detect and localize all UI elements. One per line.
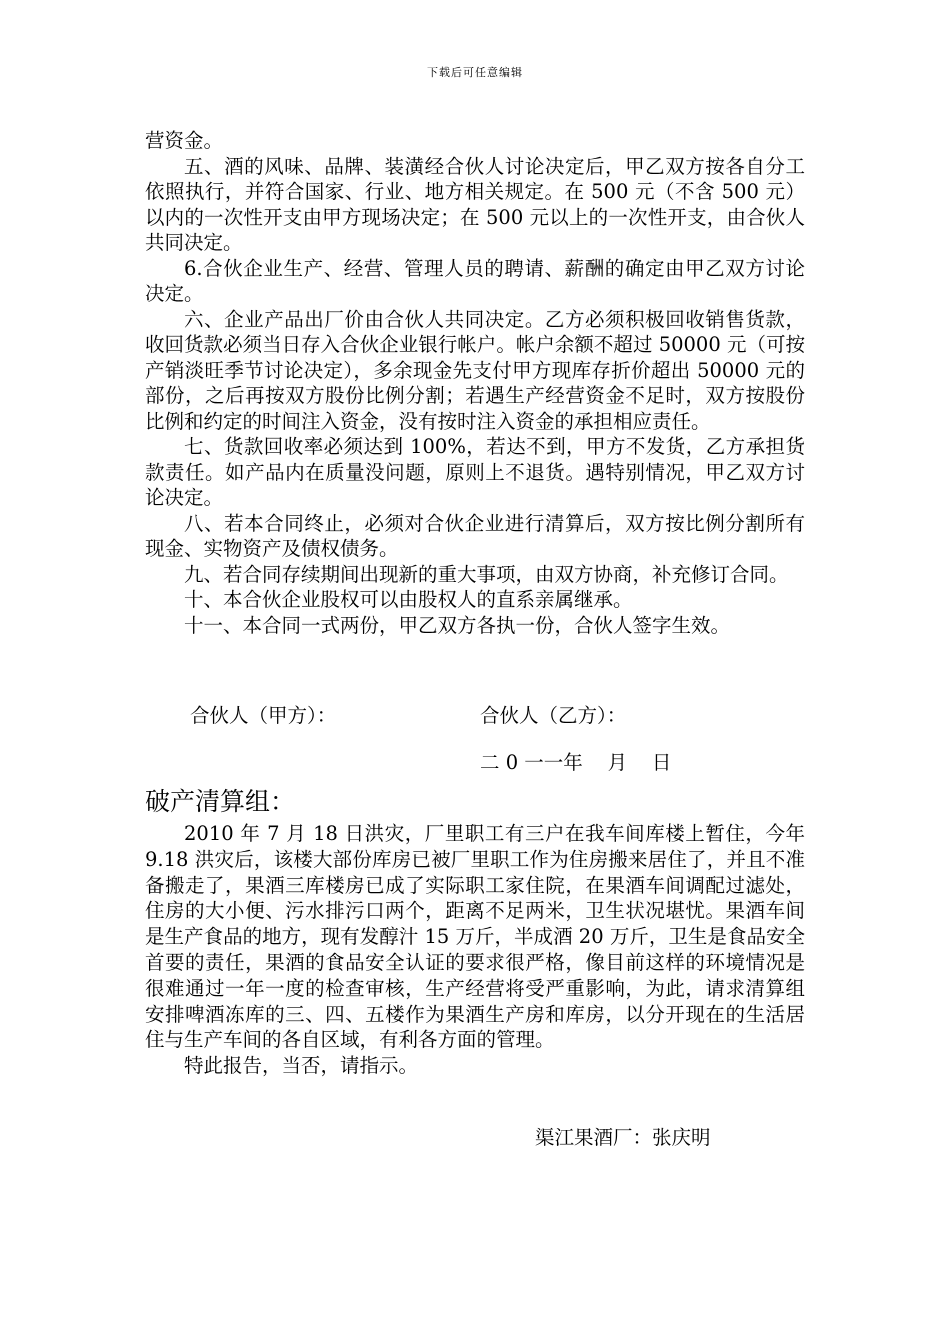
contract-paragraph: 十、本合伙企业股权可以由股权人的直系亲属继承。: [184, 588, 633, 611]
header-note: 下载后可任意编辑: [427, 66, 523, 79]
report-paragraph: 2010 年 7 月 18 日洪灾，厂里职工有三户在我车间库楼上暂住，今年 9.18 洪灾后，该楼大部份库房已被厂里职工作为住房搬来居住了，并且不准备搬走了，果酒三库楼房已成了实际职工家住院，在果酒车间调配过滤处，住房的大小便、污水排污口两个，距离不足两米，卫生状况堪忧。果酒车间是生产食品的地方，现有发醇汁 15 万斤，半成酒 20 万斤，卫生是食品安全首要的责任，果酒的食品安全认证的要求很严格，像目前这样的环境情况是很难通过一年一度的检查审核，生产经营将受严重影响，为此，请求清算组安排啤酒冻库的三、四、五楼作为果酒生产房和库房，以分开现在的生活居住与生产车间的各自区域，有利各方面的管理。: [145, 822, 805, 1052]
report-heading: 破产清算组：: [145, 787, 296, 816]
contract-paragraph: 营资金。: [145, 129, 224, 152]
party-a-label: 合伙人（甲方）：: [190, 704, 337, 727]
contract-paragraph: 九、若合同存续期间出现新的重大事项，由双方协商，补充修订合同。: [184, 562, 789, 586]
contract-body: [145, 128, 805, 638]
party-b-label: 合伙人（乙方）：: [480, 704, 627, 727]
report-signature: 渠江果酒厂：张庆明: [535, 1126, 711, 1149]
contract-paragraph: 八、若本合同终止，必须对合伙企业进行清算后，双方按比例分割所有现金、实物资产及债权债务。: [145, 511, 805, 560]
contract-paragraph: 五、酒的风味、品牌、装潢经合伙人讨论决定后，甲乙双方按各自分工依照执行，并符合国家、行业、地方相关规定。在 500 元（不含 500 元）以内的一次性开支由甲方现场决定；在 500 元以上的一次性开支，由合伙人共同决定。: [145, 154, 805, 254]
report-paragraph: 特此报告，当否，请指示。: [184, 1054, 419, 1078]
contract-paragraph: 十一、本合同一式两份，甲乙双方各执一份，合伙人签字生效。: [184, 613, 731, 637]
contract-paragraph: 六、企业产品出厂价由合伙人共同决定。乙方必须积极回收销售货款，收回货款必须当日存入合伙企业银行帐户。帐户余额不超过 50000 元（可按产销淡旺季节讨论决定），多余现金先支付甲方现库存折价超出 50000 元的部份，之后再按双方股份比例分割；若遇生产经营资金不足时，双方按股份比例和约定的时间注入资金，没有按时注入资金的承担相应责任。: [145, 307, 805, 433]
contract-paragraph: 6.合伙企业生产、经营、管理人员的聘请、薪酬的确定由甲乙双方讨论决定。: [145, 256, 805, 305]
contract-date: 二 0 一一年 月 日: [480, 751, 672, 774]
contract-paragraph: 七、货款回收率必须达到 100%，若达不到，甲方不发货，乙方承担货款责任。如产品内在质量没问题，原则上不退货。遇特别情况，甲乙双方讨论决定。: [145, 435, 805, 509]
report-body: [145, 821, 805, 1079]
